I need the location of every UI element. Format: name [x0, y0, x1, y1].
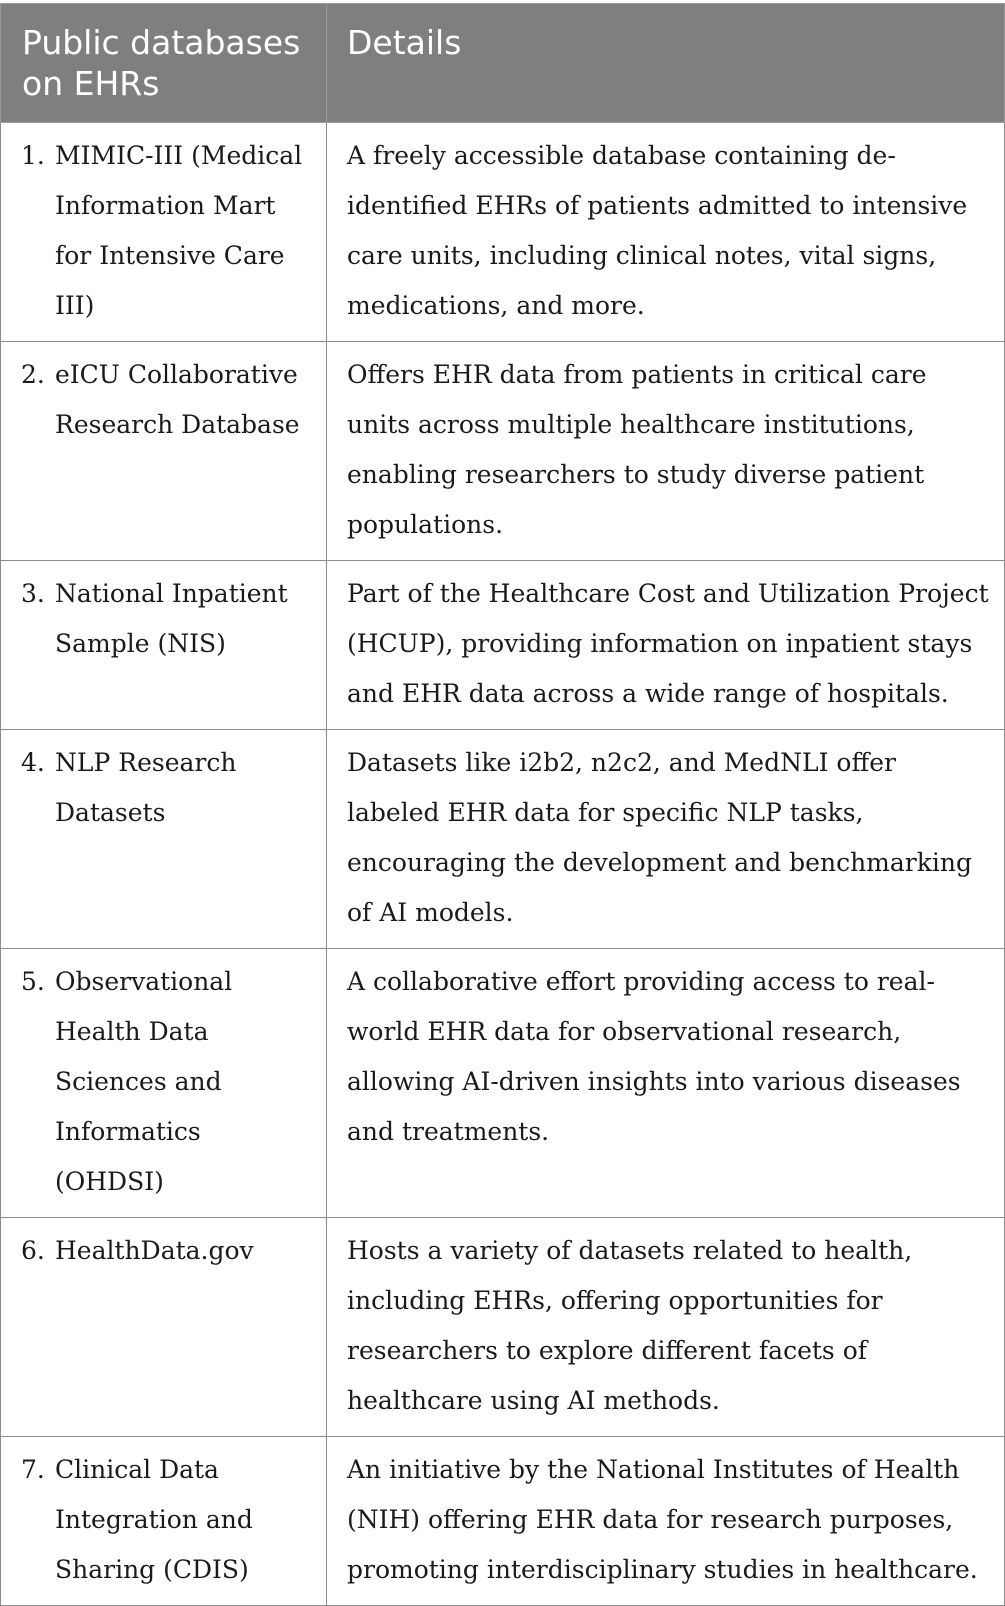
database-cell	[1, 949, 327, 1218]
table-row	[1, 123, 1005, 342]
database-cell	[1, 123, 327, 342]
ehr-databases-table-container	[0, 3, 1004, 1606]
row-number: 4.	[21, 748, 45, 777]
details-cell: Datasets like i2b2, n2c2, and MedNLI offer labeled EHR data for specific NLP tasks, encouraging the development and benchmarking of AI models.	[327, 730, 1005, 949]
details-cell: A collaborative effort providing access to real-world EHR data for observational research, allowing AI-driven insights into various diseases and treatments.	[327, 949, 1005, 1218]
database-cell	[1, 1437, 327, 1606]
column-header-database: Public databases on EHRs	[1, 4, 327, 123]
table-header	[1, 4, 1005, 123]
row-number: 5.	[21, 967, 45, 996]
database-cell	[1, 1218, 327, 1437]
details-cell: Offers EHR data from patients in critical care units across multiple healthcare institutions, enabling researchers to study diverse patient populations.	[327, 342, 1005, 561]
database-cell	[1, 561, 327, 730]
row-number: 1.	[21, 141, 45, 170]
row-number: 2.	[21, 360, 45, 389]
database-cell	[1, 342, 327, 561]
table-row	[1, 342, 1005, 561]
database-cell	[1, 730, 327, 949]
ehr-databases-table	[0, 3, 1005, 1606]
database-name: eICU Collaborative Research Database	[55, 360, 300, 439]
database-name: Observational Health Data Sciences and Informatics (OHDSI)	[55, 967, 233, 1196]
database-name: National Inpatient Sample (NIS)	[55, 579, 288, 658]
table-row	[1, 1218, 1005, 1437]
header-row	[1, 4, 1005, 123]
column-header-details: Details	[327, 4, 1005, 123]
database-name: HealthData.gov	[55, 1236, 254, 1265]
row-number: 6.	[21, 1236, 45, 1265]
row-number: 7.	[21, 1455, 45, 1484]
table-row	[1, 561, 1005, 730]
details-cell: Part of the Healthcare Cost and Utilization Project (HCUP), providing information on inpatient stays and EHR data across a wide range of hospitals.	[327, 561, 1005, 730]
table-body	[1, 123, 1005, 1606]
details-cell: A freely accessible database containing de-identified EHRs of patients admitted to intensive care units, including clinical notes, vital signs, medications, and more.	[327, 123, 1005, 342]
database-name: MIMIC-III (Medical Information Mart for Intensive Care III)	[55, 141, 303, 320]
table-row	[1, 949, 1005, 1218]
table-row	[1, 1437, 1005, 1606]
details-cell: Hosts a variety of datasets related to health, including EHRs, offering opportunities for researchers to explore different facets of healthcare using AI methods.	[327, 1218, 1005, 1437]
details-cell: An initiative by the National Institutes of Health (NIH) offering EHR data for research purposes, promoting interdisciplinary studies in healthcare.	[327, 1437, 1005, 1606]
database-name: Clinical Data Integration and Sharing (CDIS)	[55, 1455, 253, 1584]
row-number: 3.	[21, 579, 45, 608]
table-row	[1, 730, 1005, 949]
database-name: NLP Research Datasets	[55, 748, 237, 827]
